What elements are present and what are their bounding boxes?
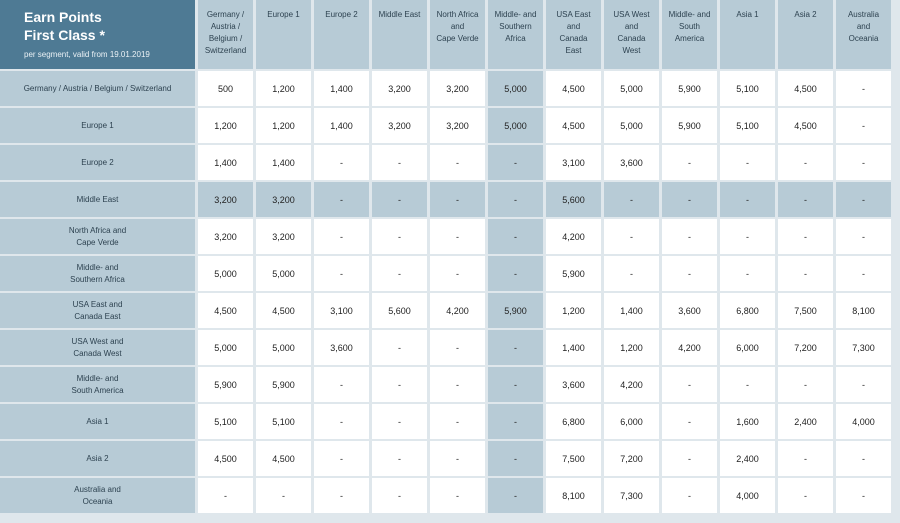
points-cell: - (488, 256, 543, 291)
points-cell: - (430, 367, 485, 402)
table-title-block (0, 0, 195, 69)
points-cell: 3,200 (198, 182, 253, 217)
points-cell: - (836, 256, 891, 291)
column-header: USA West and Canada West (604, 0, 659, 69)
points-cell: - (662, 182, 717, 217)
points-cell: 1,200 (546, 293, 601, 328)
points-cell: 7,500 (778, 293, 833, 328)
points-cell: - (314, 256, 369, 291)
column-header: North Africa and Cape Verde (430, 0, 485, 69)
points-cell: - (314, 367, 369, 402)
points-cell: - (662, 404, 717, 439)
row-header: Asia 2 (0, 441, 195, 476)
points-cell: - (778, 145, 833, 180)
points-cell: - (836, 478, 891, 513)
points-cell: 5,900 (488, 293, 543, 328)
points-cell: 5,000 (198, 256, 253, 291)
points-cell: 8,100 (836, 293, 891, 328)
points-cell: - (836, 441, 891, 476)
row-header: Australia and Oceania (0, 478, 195, 513)
points-cell: 7,500 (546, 441, 601, 476)
points-cell: - (430, 256, 485, 291)
title-line-2: First Class * (24, 27, 105, 43)
points-cell: - (662, 478, 717, 513)
points-cell: 6,000 (604, 404, 659, 439)
points-cell: 4,500 (256, 441, 311, 476)
points-cell: 3,200 (372, 108, 427, 143)
points-cell: - (198, 478, 253, 513)
points-cell: 4,000 (836, 404, 891, 439)
column-header: Australia and Oceania (836, 0, 891, 69)
points-cell: 3,200 (198, 219, 253, 254)
points-cell: - (662, 367, 717, 402)
points-cell: - (836, 219, 891, 254)
points-cell: 7,200 (604, 441, 659, 476)
points-cell: 4,000 (720, 478, 775, 513)
points-cell: - (778, 219, 833, 254)
points-cell: - (372, 441, 427, 476)
row-header: Europe 1 (0, 108, 195, 143)
row-header: USA West and Canada West (0, 330, 195, 365)
points-cell: 5,100 (720, 71, 775, 106)
title-line-1: Earn Points (24, 9, 102, 25)
points-cell: - (372, 256, 427, 291)
points-cell: - (256, 478, 311, 513)
points-cell: - (372, 182, 427, 217)
points-cell: 3,100 (546, 145, 601, 180)
points-cell: 5,000 (256, 330, 311, 365)
points-cell: 3,200 (372, 71, 427, 106)
row-header: Europe 2 (0, 145, 195, 180)
points-cell: - (604, 219, 659, 254)
points-cell: - (488, 404, 543, 439)
points-cell: - (836, 182, 891, 217)
points-cell: 1,400 (314, 108, 369, 143)
points-cell: 4,500 (778, 108, 833, 143)
column-header: Asia 1 (720, 0, 775, 69)
points-cell: 4,500 (546, 71, 601, 106)
points-cell: 1,600 (720, 404, 775, 439)
points-cell: 4,200 (662, 330, 717, 365)
points-cell: 5,900 (662, 108, 717, 143)
column-header: Middle- and South America (662, 0, 717, 69)
points-cell: - (720, 145, 775, 180)
points-cell: - (662, 256, 717, 291)
points-cell: - (836, 145, 891, 180)
column-header: Europe 2 (314, 0, 369, 69)
points-cell: - (662, 441, 717, 476)
points-cell: - (430, 145, 485, 180)
points-cell: 3,600 (546, 367, 601, 402)
points-cell: 1,400 (604, 293, 659, 328)
column-header: Asia 2 (778, 0, 833, 69)
points-cell: 6,800 (720, 293, 775, 328)
points-cell: - (314, 182, 369, 217)
points-cell: 5,000 (604, 108, 659, 143)
points-cell: - (836, 367, 891, 402)
points-cell: - (720, 219, 775, 254)
points-cell: - (662, 145, 717, 180)
points-cell: 5,100 (256, 404, 311, 439)
points-cell: 3,600 (662, 293, 717, 328)
points-cell: 5,600 (546, 182, 601, 217)
points-cell: - (720, 182, 775, 217)
row-header: North Africa and Cape Verde (0, 219, 195, 254)
points-cell: 1,400 (198, 145, 253, 180)
row-header: Middle- and South America (0, 367, 195, 402)
points-cell: 1,200 (198, 108, 253, 143)
column-header: Europe 1 (256, 0, 311, 69)
points-cell: 1,400 (314, 71, 369, 106)
points-cell: 3,100 (314, 293, 369, 328)
column-header: USA East and Canada East (546, 0, 601, 69)
row-header: Middle East (0, 182, 195, 217)
points-cell: 7,200 (778, 330, 833, 365)
points-cell: - (488, 478, 543, 513)
points-cell: 5,600 (372, 293, 427, 328)
points-cell: - (430, 404, 485, 439)
points-cell: 7,300 (604, 478, 659, 513)
points-cell: 4,200 (546, 219, 601, 254)
points-cell: 3,200 (430, 71, 485, 106)
points-cell: 6,000 (720, 330, 775, 365)
points-cell: - (836, 108, 891, 143)
points-cell: 3,600 (604, 145, 659, 180)
points-cell: 3,200 (430, 108, 485, 143)
points-cell: 500 (198, 71, 253, 106)
points-cell: - (430, 182, 485, 217)
points-cell: 1,200 (256, 71, 311, 106)
points-cell: - (604, 182, 659, 217)
points-cell: 1,200 (604, 330, 659, 365)
points-cell: - (662, 219, 717, 254)
points-cell: 4,500 (256, 293, 311, 328)
points-cell: - (488, 145, 543, 180)
row-header: Middle- and Southern Africa (0, 256, 195, 291)
row-header: USA East and Canada East (0, 293, 195, 328)
column-header: Germany / Austria / Belgium / Switzerland (198, 0, 253, 69)
points-cell: - (430, 478, 485, 513)
points-cell: 5,900 (546, 256, 601, 291)
points-cell: 4,500 (198, 293, 253, 328)
points-cell: 5,000 (604, 71, 659, 106)
points-cell: - (836, 71, 891, 106)
points-cell: - (778, 367, 833, 402)
points-cell: 7,300 (836, 330, 891, 365)
points-cell: 5,100 (720, 108, 775, 143)
points-cell: - (720, 367, 775, 402)
points-cell: 5,900 (256, 367, 311, 402)
points-cell: 6,800 (546, 404, 601, 439)
points-cell: - (778, 256, 833, 291)
points-cell: 3,200 (256, 182, 311, 217)
points-cell: - (372, 367, 427, 402)
points-cell: 4,200 (604, 367, 659, 402)
points-cell: - (314, 441, 369, 476)
points-cell: - (778, 182, 833, 217)
points-cell: - (314, 145, 369, 180)
points-cell: 5,900 (662, 71, 717, 106)
points-cell: 4,500 (778, 71, 833, 106)
points-cell: 5,000 (488, 71, 543, 106)
row-header: Germany / Austria / Belgium / Switzerland (0, 71, 195, 106)
points-cell: 1,200 (256, 108, 311, 143)
points-cell: - (778, 441, 833, 476)
points-cell: - (488, 441, 543, 476)
points-cell: - (430, 441, 485, 476)
points-cell: 8,100 (546, 478, 601, 513)
points-cell: - (314, 478, 369, 513)
points-cell: - (778, 478, 833, 513)
points-cell: 3,200 (256, 219, 311, 254)
points-cell: - (372, 145, 427, 180)
row-header: Asia 1 (0, 404, 195, 439)
points-cell: 4,200 (430, 293, 485, 328)
points-cell: - (430, 330, 485, 365)
points-cell: - (488, 367, 543, 402)
points-cell: - (314, 404, 369, 439)
points-cell: - (604, 256, 659, 291)
points-cell: 5,100 (198, 404, 253, 439)
points-cell: 4,500 (546, 108, 601, 143)
points-cell: - (372, 478, 427, 513)
points-cell: 5,000 (256, 256, 311, 291)
points-cell: 1,400 (256, 145, 311, 180)
points-cell: 2,400 (720, 441, 775, 476)
points-cell: - (720, 256, 775, 291)
points-cell: 5,900 (198, 367, 253, 402)
points-cell: - (372, 404, 427, 439)
points-cell: 1,400 (546, 330, 601, 365)
points-cell: 5,000 (488, 108, 543, 143)
points-cell: - (372, 219, 427, 254)
points-cell: 2,400 (778, 404, 833, 439)
validity-subtitle: per segment, valid from 19.01.2019 (24, 50, 150, 59)
points-cell: - (488, 330, 543, 365)
points-cell: - (488, 219, 543, 254)
points-cell: 5,000 (198, 330, 253, 365)
points-cell: - (488, 182, 543, 217)
points-cell: - (430, 219, 485, 254)
points-cell: - (372, 330, 427, 365)
points-cell: - (314, 219, 369, 254)
points-cell: 4,500 (198, 441, 253, 476)
points-cell: 3,600 (314, 330, 369, 365)
column-header: Middle- and Southern Africa (488, 0, 543, 69)
column-header: Middle East (372, 0, 427, 69)
